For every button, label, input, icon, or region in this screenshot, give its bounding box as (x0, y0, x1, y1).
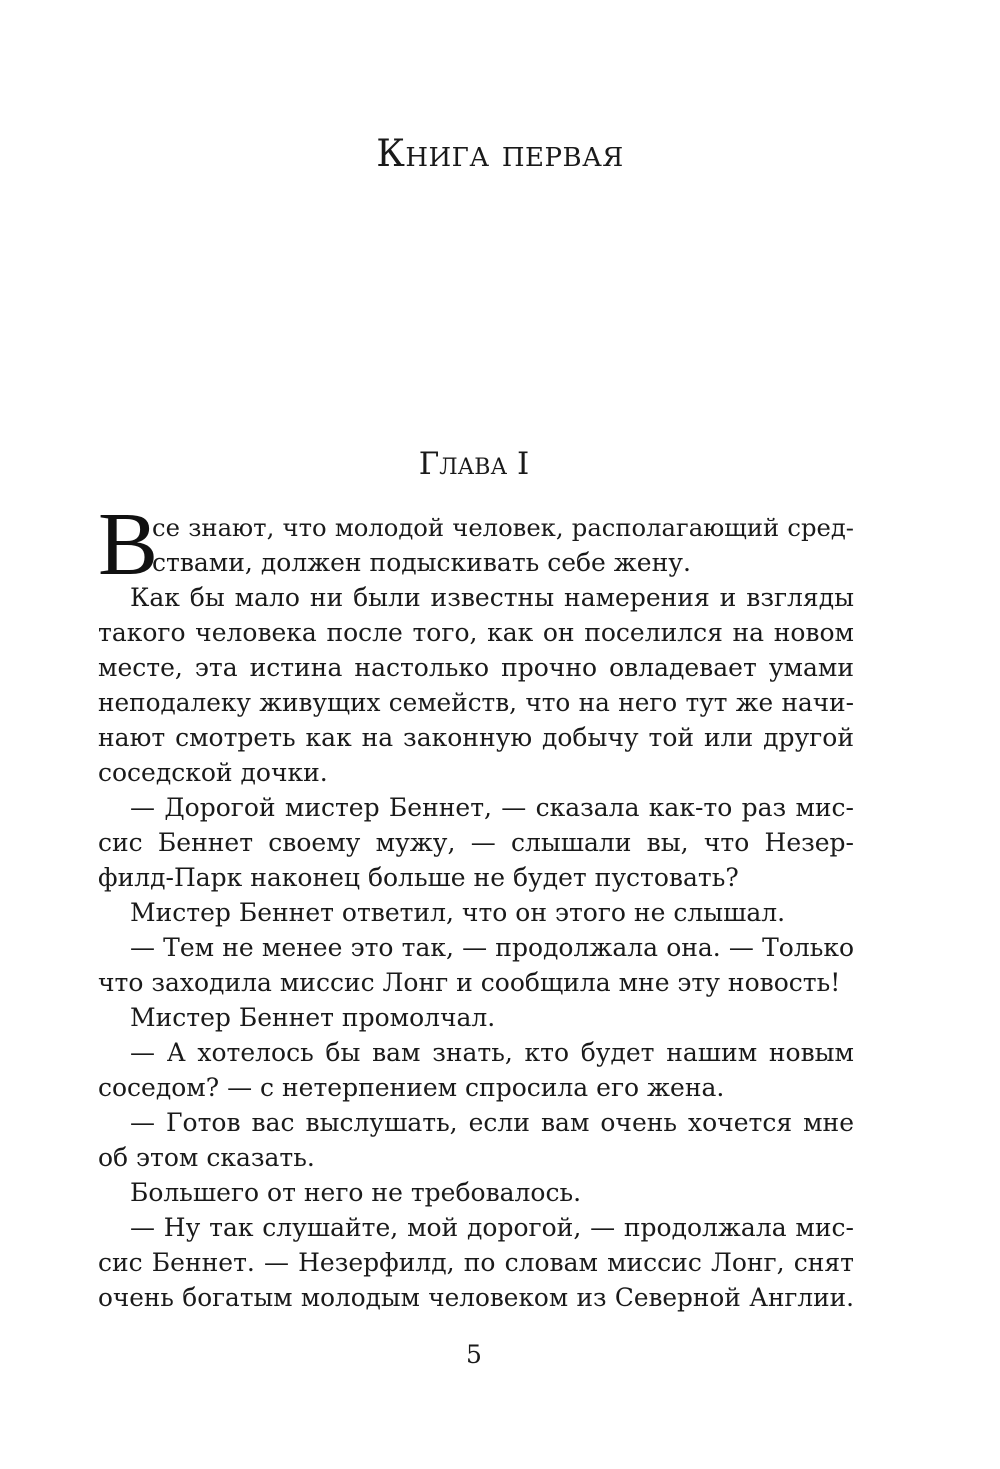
text-line: об этом сказать. (98, 1143, 315, 1172)
text-line: сис Беннет своему мужу, — слышали вы, что Незер- (98, 828, 854, 857)
text-line: такого человека после того, как он поселился на новом (98, 618, 854, 647)
text-line: ствами, должен подыскивать себе жену. (152, 548, 691, 577)
text-line: сис Беннет. — Незерфилд, по словам миссис Лонг, снят (98, 1248, 854, 1277)
text-line: что заходила миссис Лонг и сообщила мне эту новость! (98, 968, 841, 997)
text-line: месте, эта истина настолько прочно овладевает умами (98, 653, 854, 682)
text-line: соседской дочки. (98, 758, 328, 787)
text-line: — Ну так слушайте, мой дорогой, — продолжала мис- (130, 1213, 854, 1242)
text-line: — Дорогой мистер Беннет, — сказала как-то раз мис- (130, 793, 854, 822)
text-line: — Готов вас выслушать, если вам очень хочется мне (130, 1108, 854, 1137)
text-line: филд-Парк наконец больше не будет пустовать? (98, 863, 739, 892)
drop-cap: В (98, 495, 159, 594)
text-line: очень богатым молодым человеком из Северной Англии. (98, 1283, 854, 1312)
text-line: се знают, что молодой человек, располагающий сред- (152, 513, 854, 542)
text-line: — Тем не менее это так, — продолжала она. — Только (130, 933, 854, 962)
text-line: нают смотреть как на законную добычу той или другой (98, 723, 854, 752)
text-line: — А хотелось бы вам знать, кто будет нашим новым (130, 1038, 854, 1067)
text-line: соседом? — с нетерпением спросила его жена. (98, 1073, 725, 1102)
page-number: 5 (466, 1340, 482, 1369)
text-line: Мистер Беннет ответил, что он этого не слышал. (130, 898, 786, 927)
chapter-title: Глава I (418, 446, 530, 482)
body-text (98, 495, 854, 1315)
text-line: неподалеку живущих семейств, что на него тут же начи- (98, 688, 854, 717)
text-line: Большего от него не требовалось. (130, 1178, 582, 1207)
text-line: Мистер Беннет промолчал. (130, 1003, 496, 1032)
book-title: Книга первая (376, 132, 624, 175)
text-line: Как бы мало ни были известны намерения и взгляды (130, 583, 854, 612)
